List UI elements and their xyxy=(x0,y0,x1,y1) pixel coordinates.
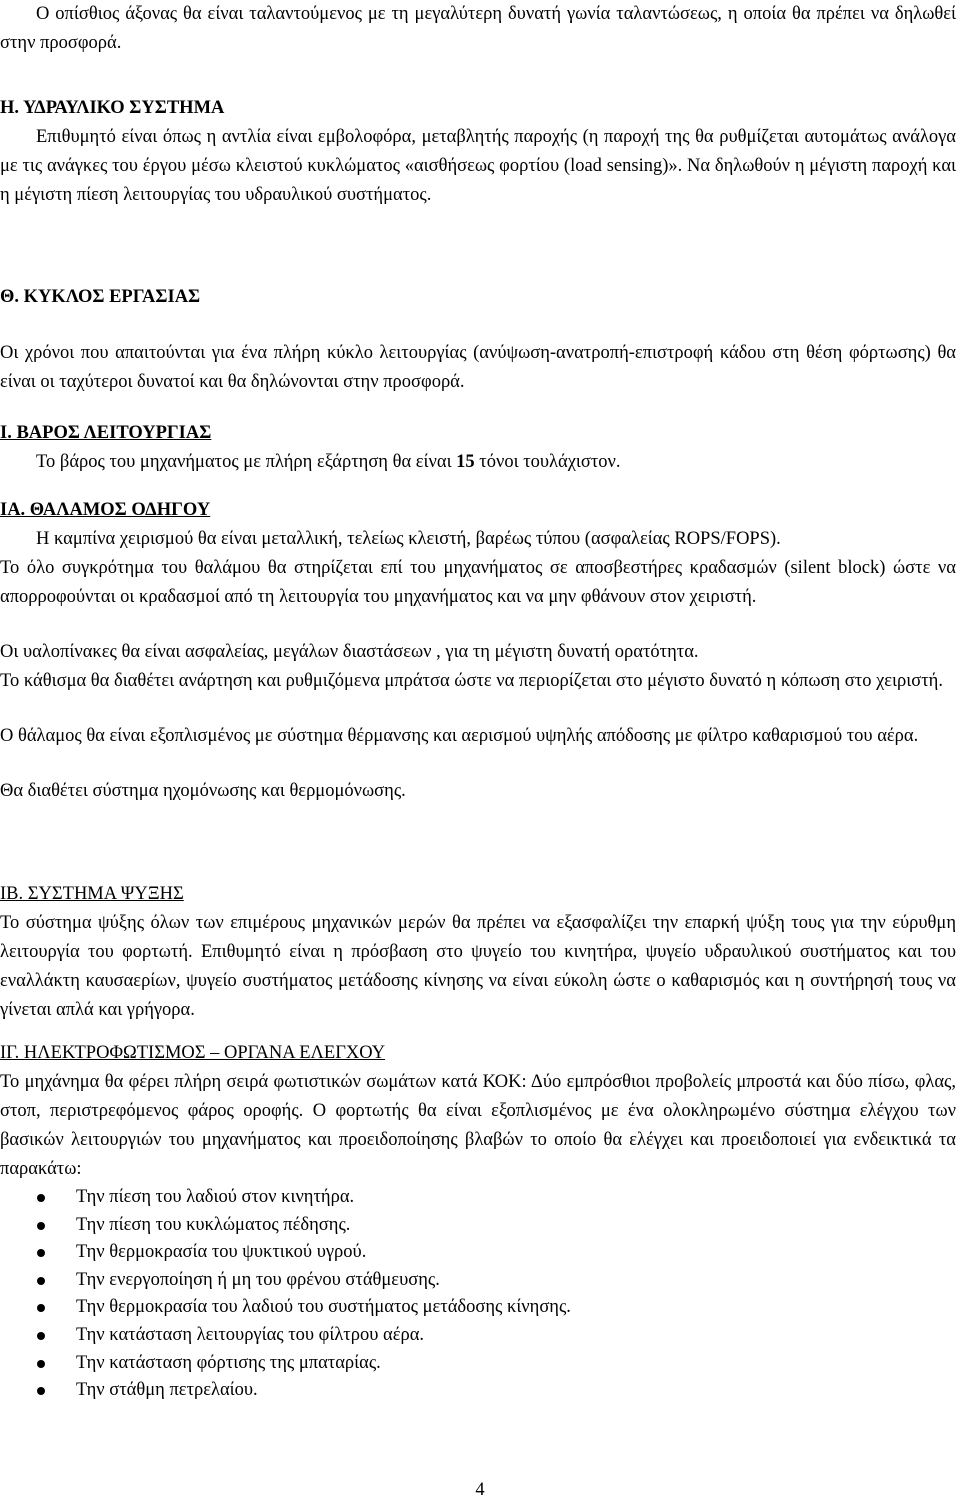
weight-section xyxy=(0,419,956,477)
cabin-paragraph: Η καμπίνα χειρισμού θα είναι μεταλλική, τελείως κλειστή, βαρέως τύπου (ασφαλείας ROPS/FOPS). xyxy=(36,529,781,549)
list-item: Την πίεση του κυκλώματος πέδησης. xyxy=(0,1212,956,1240)
bullet-icon xyxy=(37,1222,45,1230)
list-item: Την κατάσταση φόρτισης της μπαταρίας. xyxy=(0,1350,956,1378)
section-heading xyxy=(0,1039,956,1068)
list-item: Την στάθμη πετρελαίου. xyxy=(0,1377,956,1405)
heading-text: ΙΑ. ΘΑΛΑΜΟΣ ΟΔΗΓΟΥ xyxy=(0,500,211,520)
cooling-section xyxy=(0,880,956,1025)
heading-text: ΙΓ. ΗΛΕΚΤΡΟΦΩΤΙΣΜΟΣ – ΟΡΓΑΝΑ ΕΛΕΓΧΟΥ xyxy=(0,1043,386,1063)
lighting-paragraph: Το μηχάνημα θα φέρει πλήρη σειρά φωτιστικών σωμάτων κατά ΚΟΚ: Δύο εμπρόσθιοι προβολείς μπροστά και δύο πίσω, φλας, στοπ, περιστρεφόμενος φάρος οροφής. Ο φορτωτής θα είναι εξοπλισμένος με ένα ολοκληρωμένο σύστημα ελέγχου των βασικών λειτουργιών του μηχανήματος και προειδοποίησης βλαβών το οποίο θα ελέγχει και προειδοποιεί για ενδεικτικά τα παρακάτω: xyxy=(0,1072,956,1179)
weight-value: 15 xyxy=(456,452,475,472)
work-cycle-paragraph: Οι χρόνοι που απαιτούνται για ένα πλήρη κύκλο λειτουργίας (ανύψωση-ανατροπή-επιστροφή κάδου στη θέση φόρτωσης) θα είναι οι ταχύτεροι δυνατοί και θα δηλώνονται στην προσφορά. xyxy=(0,343,956,392)
list-item: Την πίεση του λαδιού στον κινητήρα. xyxy=(0,1184,956,1212)
weight-text-end: τόνοι τουλάχιστον. xyxy=(474,452,621,472)
hydraulic-paragraph: Επιθυμητό είναι όπως η αντλία είναι εμβολοφόρα, μεταβλητής παροχής (η παροχή της θα ρυθμίζεται αυτομάτως ανάλογα με τις ανάγκες του έργου μέσω κλειστού κυκλώματος «αισθήσεως φορτίου (load sensing)». Να δηλωθούν η μέγιστη παροχή και η μέγιστη πίεση λειτουργίας του υδραυλικού συστήματος. xyxy=(0,127,956,205)
work-cycle-section xyxy=(0,283,956,397)
cabin-paragraph: Το κάθισμα θα διαθέτει ανάρτηση και ρυθμιζόμενα μπράτσα ώστε να περιορίζεται στο μέγιστο δυνατό η κόπωση στο χειριστή. xyxy=(0,671,943,691)
weight-paragraph xyxy=(0,448,956,477)
bullet-icon xyxy=(37,1194,45,1202)
section-heading: Η. ΥΔΡΑΥΛΙΚΟ ΣΥΣΤΗΜΑ xyxy=(0,98,225,118)
cooling-paragraph: Το σύστημα ψύξης όλων των επιμέρους μηχανικών μερών θα πρέπει να εξασφαλίζει την επαρκή ψύξη τους για την εύρυθμη λειτουργία του φορτωτή. Επιθυμητό είναι η πρόσβαση στο ψυγείο του κινητήρα, ψυγείο υδραυλικού συστήματος και του εναλλάκτη καυσαερίων, ψυγείο συστήματος μετάδοσης κίνησης να είναι εύκολη ώστε ο καθαρισμός και η συντήρησή τους να γίνεται απλά και γρήγορα. xyxy=(0,913,956,1020)
cabin-paragraph: Το όλο συγκρότημα του θαλάμου θα στηρίζεται επί του μηχανήματος σε αποσβεστήρες κραδασμών (silent block) ώστε να απορροφούνται οι κραδασμοί από τη λειτουργία του μηχανήματος και να μην φθάνουν στον χειριστή. xyxy=(0,558,956,607)
section-heading xyxy=(0,880,956,909)
checks-list xyxy=(0,1184,956,1405)
list-item: Την ενεργοποίηση ή μη του φρένου στάθμευσης. xyxy=(0,1267,956,1295)
cabin-paragraph: Ο θάλαμος θα είναι εξοπλισμένος με σύστημα θέρμανσης και αερισμού υψηλής απόδοσης με φίλτρο καθαρισμού του αέρα. xyxy=(0,726,919,746)
bullet-icon xyxy=(37,1332,45,1340)
cabin-paragraph: Οι υαλοπίνακες θα είναι ασφαλείας, μεγάλων διαστάσεων , για τη μέγιστη δυνατή ορατότητα. xyxy=(0,642,699,662)
page-number: 4 xyxy=(475,1480,485,1500)
section-heading xyxy=(0,419,956,448)
heading-text: ΙΒ. ΣΥΣΤΗΜΑ ΨΥΞΗΣ xyxy=(0,884,184,904)
lighting-section xyxy=(0,1039,956,1405)
cabin-section xyxy=(0,496,956,806)
list-item: Την κατάσταση λειτουργίας του φίλτρου αέρα. xyxy=(0,1322,956,1350)
intro-section xyxy=(0,0,956,58)
bullet-icon xyxy=(37,1360,45,1368)
intro-paragraph: Ο οπίσθιος άξονας θα είναι ταλαντούμενος με τη μεγαλύτερη δυνατή γωνία ταλαντώσεως, η οποία θα πρέπει να δηλωθεί στην προσφορά. xyxy=(0,4,956,53)
bullet-icon xyxy=(37,1387,45,1395)
cabin-paragraph: Θα διαθέτει σύστημα ηχομόνωσης και θερμομόνωσης. xyxy=(0,781,406,801)
weight-text: Το βάρος του μηχανήματος με πλήρη εξάρτηση θα είναι xyxy=(36,452,457,472)
bullet-icon xyxy=(37,1304,45,1312)
section-heading xyxy=(0,496,956,525)
bullet-icon xyxy=(37,1277,45,1285)
section-heading: Θ. ΚΥΚΛΟΣ ΕΡΓΑΣΙΑΣ xyxy=(0,287,201,307)
heading-text: Ι. ΒΑΡΟΣ ΛΕΙΤΟΥΡΓΙΑΣ xyxy=(0,423,212,443)
list-item: Την θερμοκρασία του λαδιού του συστήματος μετάδοσης κίνησης. xyxy=(0,1294,956,1322)
hydraulic-section xyxy=(0,94,956,210)
list-item: Την θερμοκρασία του ψυκτικού υγρού. xyxy=(0,1239,956,1267)
bullet-icon xyxy=(37,1249,45,1257)
